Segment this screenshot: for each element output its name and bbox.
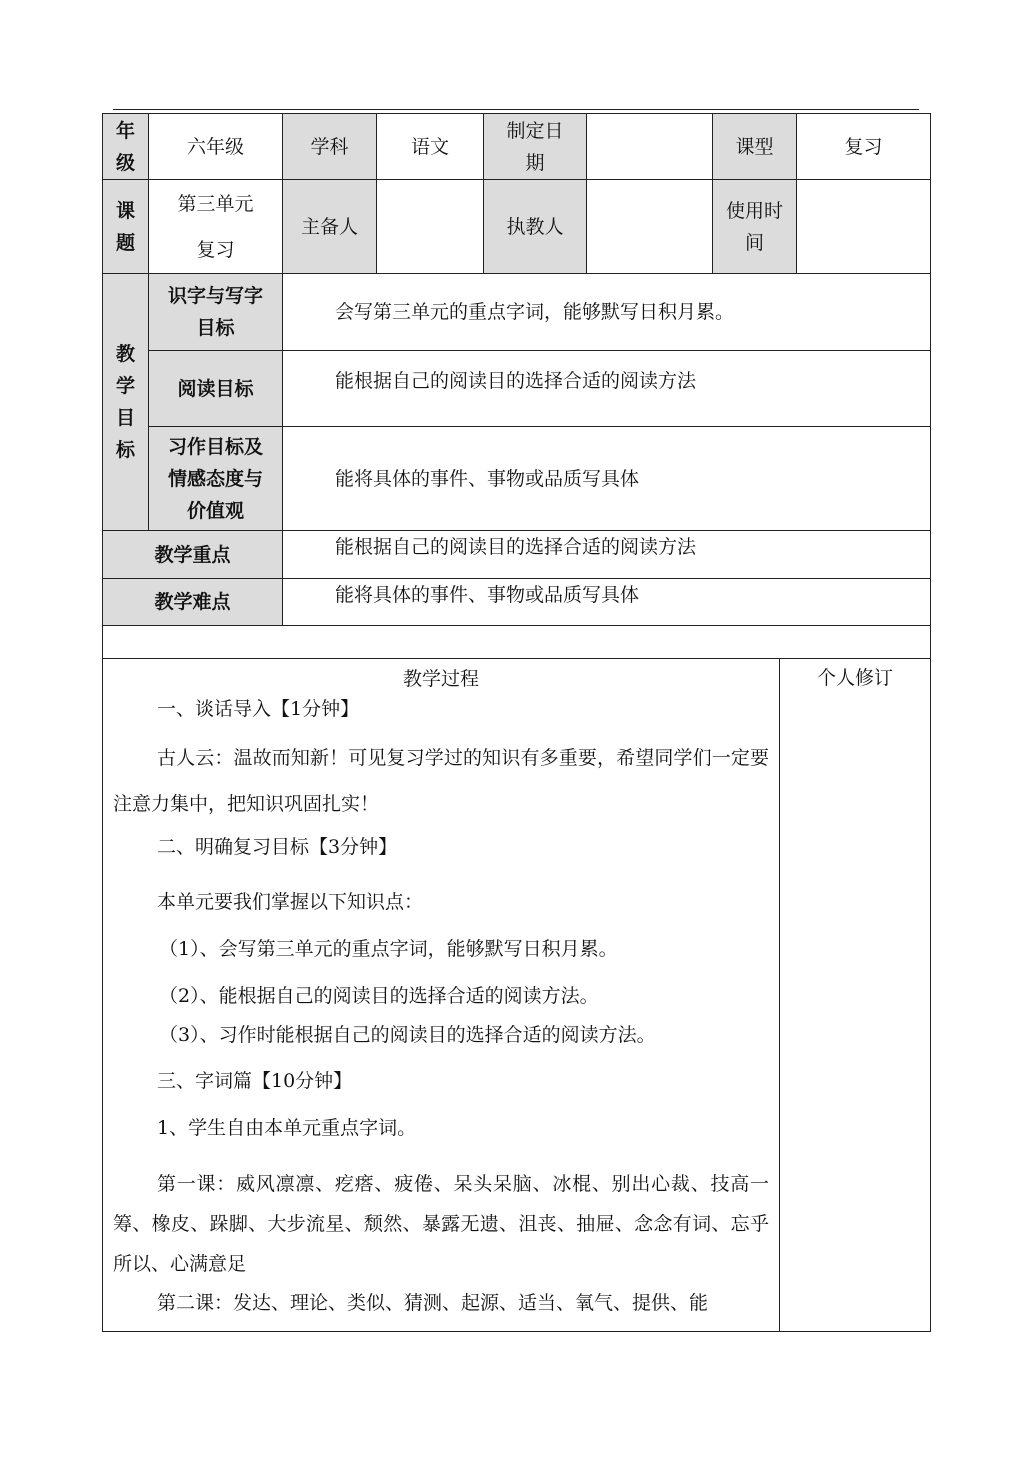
- process-para-2: 古人云：温故而知新！可见复习学过的知识有多重要，希望同学们一定要注意力集中，把知识巩固扎实！: [113, 747, 769, 815]
- grade-value: 六年级: [149, 114, 283, 180]
- process-para-9: 1、学生自由本单元重点字词。: [157, 1117, 417, 1139]
- process-para-11: 第二课：发达、理论、类似、猜测、起源、适当、氧气、提供、能: [157, 1292, 709, 1314]
- objective-text-writing: 会写第三单元的重点字词，能够默写日积月累。: [283, 274, 931, 351]
- process-para-7: （3）、习作时能根据自己的阅读目的选择合适的阅读方法。: [159, 1024, 656, 1046]
- process-para-1: 一、谈话导入【1分钟】: [157, 698, 360, 720]
- topic-line-2: 复习: [196, 238, 235, 261]
- topic-value: [149, 180, 283, 274]
- key-point-text: 能根据自己的阅读目的选择合适的阅读方法: [283, 531, 931, 579]
- process-para-6: （2）、能根据自己的阅读目的选择合适的阅读方法。: [159, 985, 599, 1007]
- revision-label: 个人修订: [816, 667, 893, 689]
- process-para-3: 二、明确复习目标【3分钟】: [157, 836, 398, 858]
- teacher-label: 执教人: [484, 180, 587, 274]
- objectives-group-label: 教学目标: [103, 274, 149, 531]
- topic-line-1: 第三单元: [177, 192, 254, 215]
- objective-label-reading: 阅读目标: [149, 351, 283, 427]
- spacer-row: [103, 626, 931, 659]
- type-label: 课型: [713, 114, 797, 180]
- process-table: [102, 658, 931, 1332]
- process-para-5: （1）、会写第三单元的重点字词，能够默写日积月累。: [159, 938, 618, 960]
- subject-label: 学科: [283, 114, 377, 180]
- objective-label-composition: 习作目标及情感态度与价值观: [149, 427, 283, 531]
- preparer-label: 主备人: [283, 180, 377, 274]
- process-title: 教学过程: [402, 668, 479, 690]
- objective-text-reading: 能根据自己的阅读目的选择合适的阅读方法: [283, 351, 931, 427]
- topic-label: 课题: [103, 180, 149, 274]
- date-label: 制定日期: [484, 114, 587, 180]
- difficulty-label: 教学难点: [103, 579, 283, 626]
- type-value: 复习: [797, 114, 931, 180]
- process-para-8: 三、字词篇【10分钟】: [157, 1070, 353, 1092]
- process-content: [103, 659, 780, 1332]
- process-para-10: 第一课：威风凛凛、疙瘩、疲倦、呆头呆脑、冰棍、别出心裁、技高一筹、橡皮、跺脚、大步流星、颓然、暴露无遗、沮丧、抽屉、念念有词、忘乎所以、心满意足: [113, 1173, 769, 1275]
- revision-column[interactable]: [780, 659, 931, 1332]
- grade-label: 年级: [103, 114, 149, 180]
- header-rule: [113, 109, 919, 110]
- preparer-value[interactable]: [377, 180, 484, 274]
- objective-label-writing: 识字与写字目标: [149, 274, 283, 351]
- date-value[interactable]: [587, 114, 713, 180]
- time-label: 使用时间: [713, 180, 797, 274]
- time-value[interactable]: [797, 180, 931, 274]
- difficulty-text: 能将具体的事件、事物或品质写具体: [283, 579, 931, 626]
- process-para-4: 本单元要我们掌握以下知识点：: [157, 891, 424, 913]
- teacher-value[interactable]: [587, 180, 713, 274]
- objective-text-composition: 能将具体的事件、事物或品质写具体: [283, 427, 931, 531]
- key-point-label: 教学重点: [103, 531, 283, 579]
- lesson-plan-table: [102, 113, 931, 659]
- subject-value: 语文: [377, 114, 484, 180]
